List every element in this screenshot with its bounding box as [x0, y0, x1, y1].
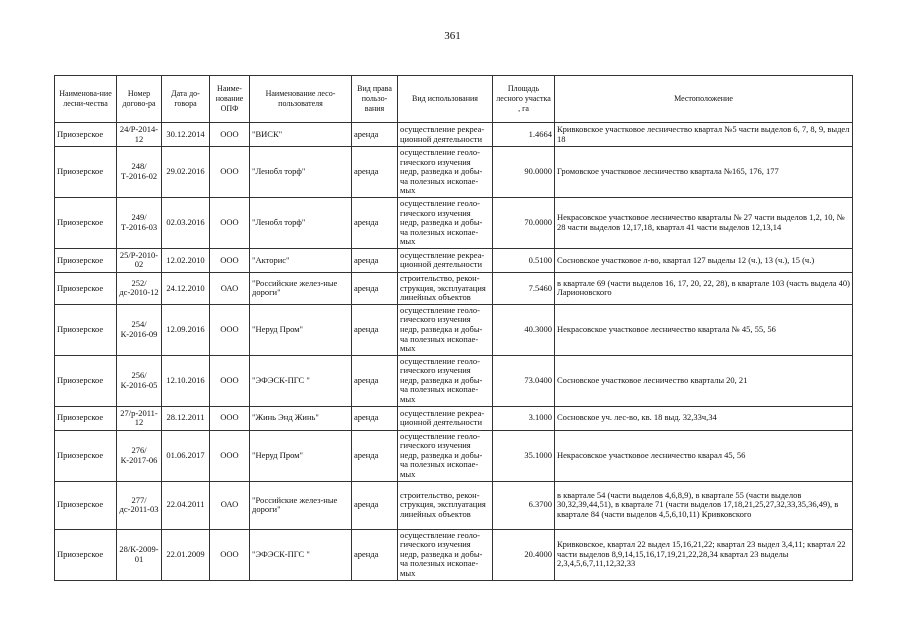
contract-date-cell: 24.12.2010 — [162, 272, 210, 304]
opf-cell: ОАО — [210, 481, 250, 529]
opf-cell: ОАО — [210, 272, 250, 304]
right-type-cell: аренда — [352, 147, 398, 198]
forest-user-cell: "Акторис" — [250, 248, 352, 272]
contract-date-cell: 02.03.2016 — [162, 197, 210, 248]
right-type-cell: аренда — [352, 123, 398, 147]
right-type-cell: аренда — [352, 272, 398, 304]
forestry-cell: Приозерское — [55, 304, 117, 355]
right-type-cell: аренда — [352, 355, 398, 406]
header-contract-date: Дата до-говора — [162, 76, 210, 123]
right-type-cell: аренда — [352, 304, 398, 355]
forestry-cell: Приозерское — [55, 406, 117, 430]
right-type-cell: аренда — [352, 481, 398, 529]
contract-date-cell: 29.02.2016 — [162, 147, 210, 198]
area-cell: 7.5460 — [493, 272, 555, 304]
table-row — [55, 197, 853, 248]
forest-user-cell: "Неруд Пром" — [250, 304, 352, 355]
use-type-cell: осуществление геоло-гического изучения недр, разведка и добы-ча полезных ископае-мых — [398, 147, 493, 198]
area-cell: 70.0000 — [493, 197, 555, 248]
table-row — [55, 481, 853, 529]
location-cell: Кривковское, квартал 22 выдел 15,16,21,22; квартал 23 выдел 3,4,11; квартал 22 части выделов 8,9,14,15,16,17,19,21,22,28,34 квартал 23 выделы 2,3,4,5,6,7,11,12,32,33 — [555, 529, 853, 580]
contract-date-cell: 12.09.2016 — [162, 304, 210, 355]
opf-cell: ООО — [210, 197, 250, 248]
use-type-cell: осуществление рекреа-ционной деятельности — [398, 123, 493, 147]
location-cell: Сосновское уч. лес-во, кв. 18 выд. 32,33ч,34 — [555, 406, 853, 430]
area-cell: 35.1000 — [493, 430, 555, 481]
forestry-cell: Приозерское — [55, 430, 117, 481]
table-row — [55, 272, 853, 304]
contract-date-cell: 30.12.2014 — [162, 123, 210, 147]
location-cell: в квартале 69 (части выделов 16, 17, 20, 22, 28), в квартале 103 (часть выдела 40) Ларионовского — [555, 272, 853, 304]
forestry-cell: Приозерское — [55, 248, 117, 272]
use-type-cell: осуществление рекреа-ционной деятельности — [398, 248, 493, 272]
forestry-cell: Приозерское — [55, 355, 117, 406]
area-cell: 0.5100 — [493, 248, 555, 272]
page-number: 361 — [444, 30, 461, 42]
forestry-cell: Приозерское — [55, 197, 117, 248]
forest-user-cell: "Жинь Энд Жинь" — [250, 406, 352, 430]
contract-number-cell: 252/дс-2010-12 — [117, 272, 162, 304]
table-row — [55, 304, 853, 355]
area-cell: 90.0000 — [493, 147, 555, 198]
area-cell: 40.3000 — [493, 304, 555, 355]
forest-user-cell: "Неруд Пром" — [250, 430, 352, 481]
forest-user-cell: "ВИСК" — [250, 123, 352, 147]
contract-number-cell: 24/Р-2014-12 — [117, 123, 162, 147]
header-opf: Наиме-нование ОПФ — [210, 76, 250, 123]
right-type-cell: аренда — [352, 197, 398, 248]
opf-cell: ООО — [210, 529, 250, 580]
header-use-type: Вид использования — [398, 76, 493, 123]
contract-date-cell: 28.12.2011 — [162, 406, 210, 430]
use-type-cell: осуществление геоло-гического изучения недр, разведка и добы-ча полезных ископае-мых — [398, 529, 493, 580]
contract-number-cell: 277/дс-2011-03 — [117, 481, 162, 529]
forestry-cell: Приозерское — [55, 481, 117, 529]
contract-number-cell: 249/Т-2016-03 — [117, 197, 162, 248]
forest-user-cell: "Российские желез-ные дороги" — [250, 481, 352, 529]
lease-register-table — [54, 75, 853, 581]
forest-user-cell: "Российские желез-ные дороги" — [250, 272, 352, 304]
forestry-cell: Приозерское — [55, 147, 117, 198]
location-cell: Сосновское участковое л-во, квартал 127 выделы 12 (ч.), 13 (ч.), 15 (ч.) — [555, 248, 853, 272]
forest-user-cell: "ЭФЭСК-ПГС " — [250, 355, 352, 406]
forestry-cell: Приозерское — [55, 529, 117, 580]
opf-cell: ООО — [210, 430, 250, 481]
table-body — [55, 123, 853, 581]
contract-number-cell: 276/К-2017-06 — [117, 430, 162, 481]
contract-date-cell: 12.02.2010 — [162, 248, 210, 272]
area-cell: 1.4664 — [493, 123, 555, 147]
opf-cell: ООО — [210, 248, 250, 272]
table-row — [55, 529, 853, 580]
table-row — [55, 248, 853, 272]
opf-cell: ООО — [210, 355, 250, 406]
header-area: Площадь лесного участка , га — [493, 76, 555, 123]
forestry-cell: Приозерское — [55, 272, 117, 304]
use-type-cell: строительство, рекон-струкция, эксплуатация линейных объектов — [398, 481, 493, 529]
area-cell: 73.0400 — [493, 355, 555, 406]
right-type-cell: аренда — [352, 248, 398, 272]
table-row — [55, 406, 853, 430]
header-right-type: Вид права пользо-вания — [352, 76, 398, 123]
header-contract-number: Номер догово-ра — [117, 76, 162, 123]
use-type-cell: осуществление геоло-гического изучения недр, разведка и добы-ча полезных ископае-мых — [398, 430, 493, 481]
header-forestry: Наименова-ние лесни-чества — [55, 76, 117, 123]
header-row — [55, 76, 853, 123]
table-row — [55, 430, 853, 481]
forest-user-cell: "Ленобл торф" — [250, 197, 352, 248]
location-cell: Некрасовское участковое лесничество кварталы № 27 части выделов 1,2, 10, № 28 части выделов 12,17,18, квартал 41 части выделов 12,13,14 — [555, 197, 853, 248]
header-forest-user: Наименование лесо-пользователя — [250, 76, 352, 123]
forest-user-cell: "Ленобл торф" — [250, 147, 352, 198]
use-type-cell: осуществление геоло-гического изучения недр, разведка и добы-ча полезных ископае-мых — [398, 304, 493, 355]
opf-cell: ООО — [210, 147, 250, 198]
location-cell: Кривковское участковое лесничество квартал №5 части выделов 6, 7, 8, 9, выдел 18 — [555, 123, 853, 147]
right-type-cell: аренда — [352, 430, 398, 481]
location-cell: Громовское участковое лесничество квартала №165, 176, 177 — [555, 147, 853, 198]
location-cell: Сосновское участковое лесничество кварталы 20, 21 — [555, 355, 853, 406]
contract-number-cell: 25/Р-2010-02 — [117, 248, 162, 272]
location-cell: в квартале 54 (части выделов 4,6,8,9), в квартале 55 (части выделов 30,32,39,44,51), в квартале 71 (части выделов 17,18,21,25,27,32,33,35,36,49), в квартале 84 (части выделов 4,5,6,10,11) Кривковского — [555, 481, 853, 529]
use-type-cell: осуществление рекреа-ционной деятельности — [398, 406, 493, 430]
contract-date-cell: 12.10.2016 — [162, 355, 210, 406]
contract-number-cell: 27/р-2011-12 — [117, 406, 162, 430]
contract-date-cell: 22.04.2011 — [162, 481, 210, 529]
area-cell: 3.1000 — [493, 406, 555, 430]
contract-number-cell: 254/К-2016-09 — [117, 304, 162, 355]
location-cell: Некрасовское участковое лесничество квартала № 45, 55, 56 — [555, 304, 853, 355]
opf-cell: ООО — [210, 406, 250, 430]
opf-cell: ООО — [210, 304, 250, 355]
right-type-cell: аренда — [352, 406, 398, 430]
area-cell: 20.4000 — [493, 529, 555, 580]
table-row — [55, 355, 853, 406]
contract-number-cell: 248/Т-2016-02 — [117, 147, 162, 198]
use-type-cell: осуществление геоло-гического изучения недр, разведка и добы-ча полезных ископае-мых — [398, 197, 493, 248]
area-cell: 6.3700 — [493, 481, 555, 529]
forest-user-cell: "ЭФЭСК-ПГС " — [250, 529, 352, 580]
table-row — [55, 147, 853, 198]
right-type-cell: аренда — [352, 529, 398, 580]
table-row — [55, 123, 853, 147]
opf-cell: ООО — [210, 123, 250, 147]
contract-date-cell: 01.06.2017 — [162, 430, 210, 481]
forestry-cell: Приозерское — [55, 123, 117, 147]
contract-number-cell: 256/К-2016-05 — [117, 355, 162, 406]
contract-number-cell: 28/К-2009-01 — [117, 529, 162, 580]
location-cell: Некрасовское участковое лесничество кварал 45, 56 — [555, 430, 853, 481]
contract-date-cell: 22.01.2009 — [162, 529, 210, 580]
header-location: Местоположение — [555, 76, 853, 123]
use-type-cell: осуществление геоло-гического изучения недр, разведка и добы-ча полезных ископае-мых — [398, 355, 493, 406]
use-type-cell: строительство, рекон-струкция, эксплуатация линейных объектов — [398, 272, 493, 304]
